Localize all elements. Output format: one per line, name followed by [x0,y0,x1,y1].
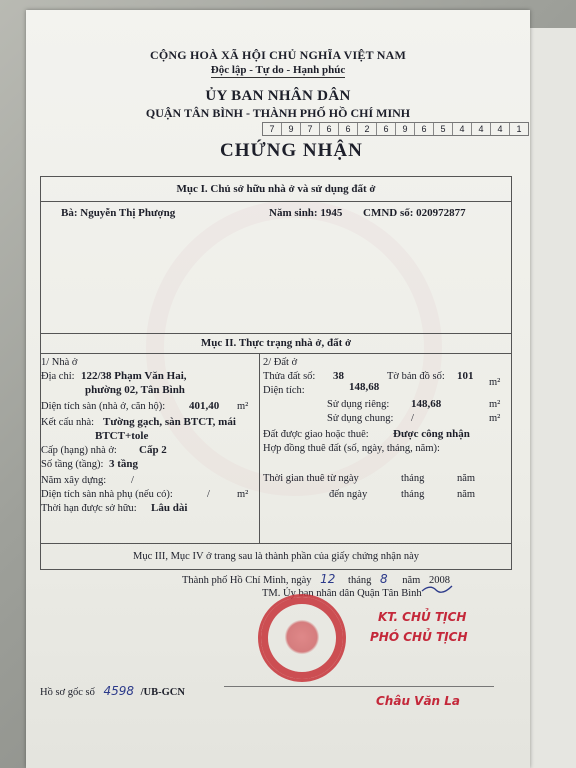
month-word: tháng [348,575,372,586]
private-unit: m² [489,399,501,410]
serial-number-boxes [262,122,529,136]
year-built-value: / [131,475,134,486]
floors-value: 3 tầng [109,458,139,470]
signing-year: 2008 [428,575,450,586]
section34-note: Mục III, Mục IV ở trang sau là thành phần của giấy chứng nhận này [132,551,419,562]
file-number-line [40,684,185,698]
grade-value: Cấp 2 [139,444,167,456]
shared-value: / [411,413,414,424]
address-line1: 122/38 Phạm Văn Hai, [81,370,187,382]
structure-line2: BTCT+tole [95,430,149,442]
certificate-table [40,176,512,570]
deputy-role-line2: PHÓ CHỦ TỊCH [370,630,468,644]
divider [41,201,511,202]
aux-area-unit: m² [237,489,249,500]
serial-digit: 6 [320,123,339,135]
private-value: 148,68 [411,398,442,410]
structure-line1: Tường gạch, sàn BTCT, mái [103,416,236,428]
divider [41,353,511,354]
serial-digit: 7 [301,123,320,135]
initial-mark [420,582,454,594]
floor-area-unit: m² [237,401,249,412]
private-label: Sử dụng riêng: [327,399,390,410]
serial-digit: 4 [472,123,491,135]
serial-digit: 4 [491,123,510,135]
signer-name: Châu Văn La [376,694,461,708]
file-label: Hồ sơ gốc số [40,687,95,698]
area-label: Diện tích: [263,385,305,396]
area-unit: m² [489,377,501,388]
structure-label: Kết cấu nhà: [41,417,95,428]
lease-from-month: tháng [401,473,425,484]
on-behalf-line: TM. Ủy ban nhân dân Quận Tân Bình [262,588,422,599]
allocation-value: Được công nhận [393,428,470,440]
lease-from-year: năm [457,473,476,484]
seal-emblem [285,619,319,655]
lease-contract-label: Hợp đồng thuê đất (số, ngày, tháng, năm): [263,443,440,454]
serial-digit: 2 [358,123,377,135]
file-number: 4598 [103,684,135,698]
lease-from-label: Thời gian thuê từ ngày [263,473,359,484]
serial-digit: 6 [339,123,358,135]
serial-digit: 9 [282,123,301,135]
lease-to-label: đến ngày [329,489,368,500]
ownership-term-value: Lâu dài [151,502,188,514]
year-word: năm [402,575,421,586]
land-label: 2/ Đất ở [263,357,298,368]
serial-digit: 1 [516,124,522,134]
serial-digit: 4 [453,123,472,135]
serial-digit: 7 [263,123,282,135]
authority-heading: ỦY BAN NHÂN DÂN [205,88,351,104]
house-label: 1/ Nhà ở [41,357,78,368]
lease-to-month: tháng [401,489,425,500]
document-title: CHỨNG NHẬN [220,140,363,161]
shared-unit: m² [489,413,501,424]
motto-text: Độc lập - Tự do - Hạnh phúc [210,64,346,76]
serial-digit: 9 [396,123,415,135]
place-date-prefix: Thành phố Hồ Chí Minh, ngày [182,575,312,586]
year-built-label: Năm xây dựng: [41,475,107,486]
signature-line [224,686,494,687]
floor-area-value: 401,40 [189,400,220,412]
certificate-page [26,10,530,768]
file-suffix: /UB-GCN [140,687,185,698]
address-line2: phường 02, Tân Bình [85,384,185,396]
allocation-label: Đất được giao hoặc thuê: [263,429,369,440]
district-heading: QUẬN TÂN BÌNH - THÀNH PHỐ HỒ CHÍ MINH [145,106,411,120]
grade-label: Cấp (hạng) nhà ở: [41,445,117,456]
floors-label: Số tầng (tầng): [41,459,104,470]
serial-digit: 5 [434,123,453,135]
aux-area-value: / [207,489,210,500]
map-sheet-label: Tờ bản đồ số: [387,371,445,382]
address-label: Địa chỉ: [41,371,75,382]
area-value: 148,68 [349,381,380,393]
place-date [182,572,450,586]
deputy-role-line1: KT. CHỦ TỊCH [378,610,467,624]
signing-month: 8 [379,572,388,586]
serial-digit: 6 [377,123,396,135]
map-sheet-value: 101 [457,370,474,382]
owner-name: Bà: Nguyễn Thị Phượng [61,207,176,219]
floor-area-label: Diện tích sàn (nhà ở, căn hộ): [41,401,166,412]
ownership-term-label: Thời hạn được sở hữu: [41,503,137,514]
column-divider [259,353,260,543]
id-number: CMND số: 020972877 [363,207,466,219]
shared-label: Sử dụng chung: [327,413,394,424]
lease-to-year: năm [457,489,476,500]
adjacent-page [528,28,576,768]
section2-heading: Mục II. Thực trạng nhà ở, đất ở [200,337,352,349]
signing-day: 12 [320,572,336,586]
official-red-seal [258,594,346,682]
divider [41,543,511,544]
nation-heading: CỘNG HOÀ XÃ HỘI CHỦ NGHĨA VIỆT NAM [149,48,407,62]
birth-year: Năm sinh: 1945 [269,207,343,219]
aux-area-label: Diện tích sàn nhà phụ (nếu có): [41,489,173,500]
parcel-label: Thửa đất số: [263,371,316,382]
motto [26,64,530,76]
section1-heading: Mục I. Chủ sở hữu nhà ở và sử dụng đất ở [176,183,376,195]
divider [41,333,511,334]
serial-digit: 6 [415,123,434,135]
parcel-value: 38 [333,370,344,382]
